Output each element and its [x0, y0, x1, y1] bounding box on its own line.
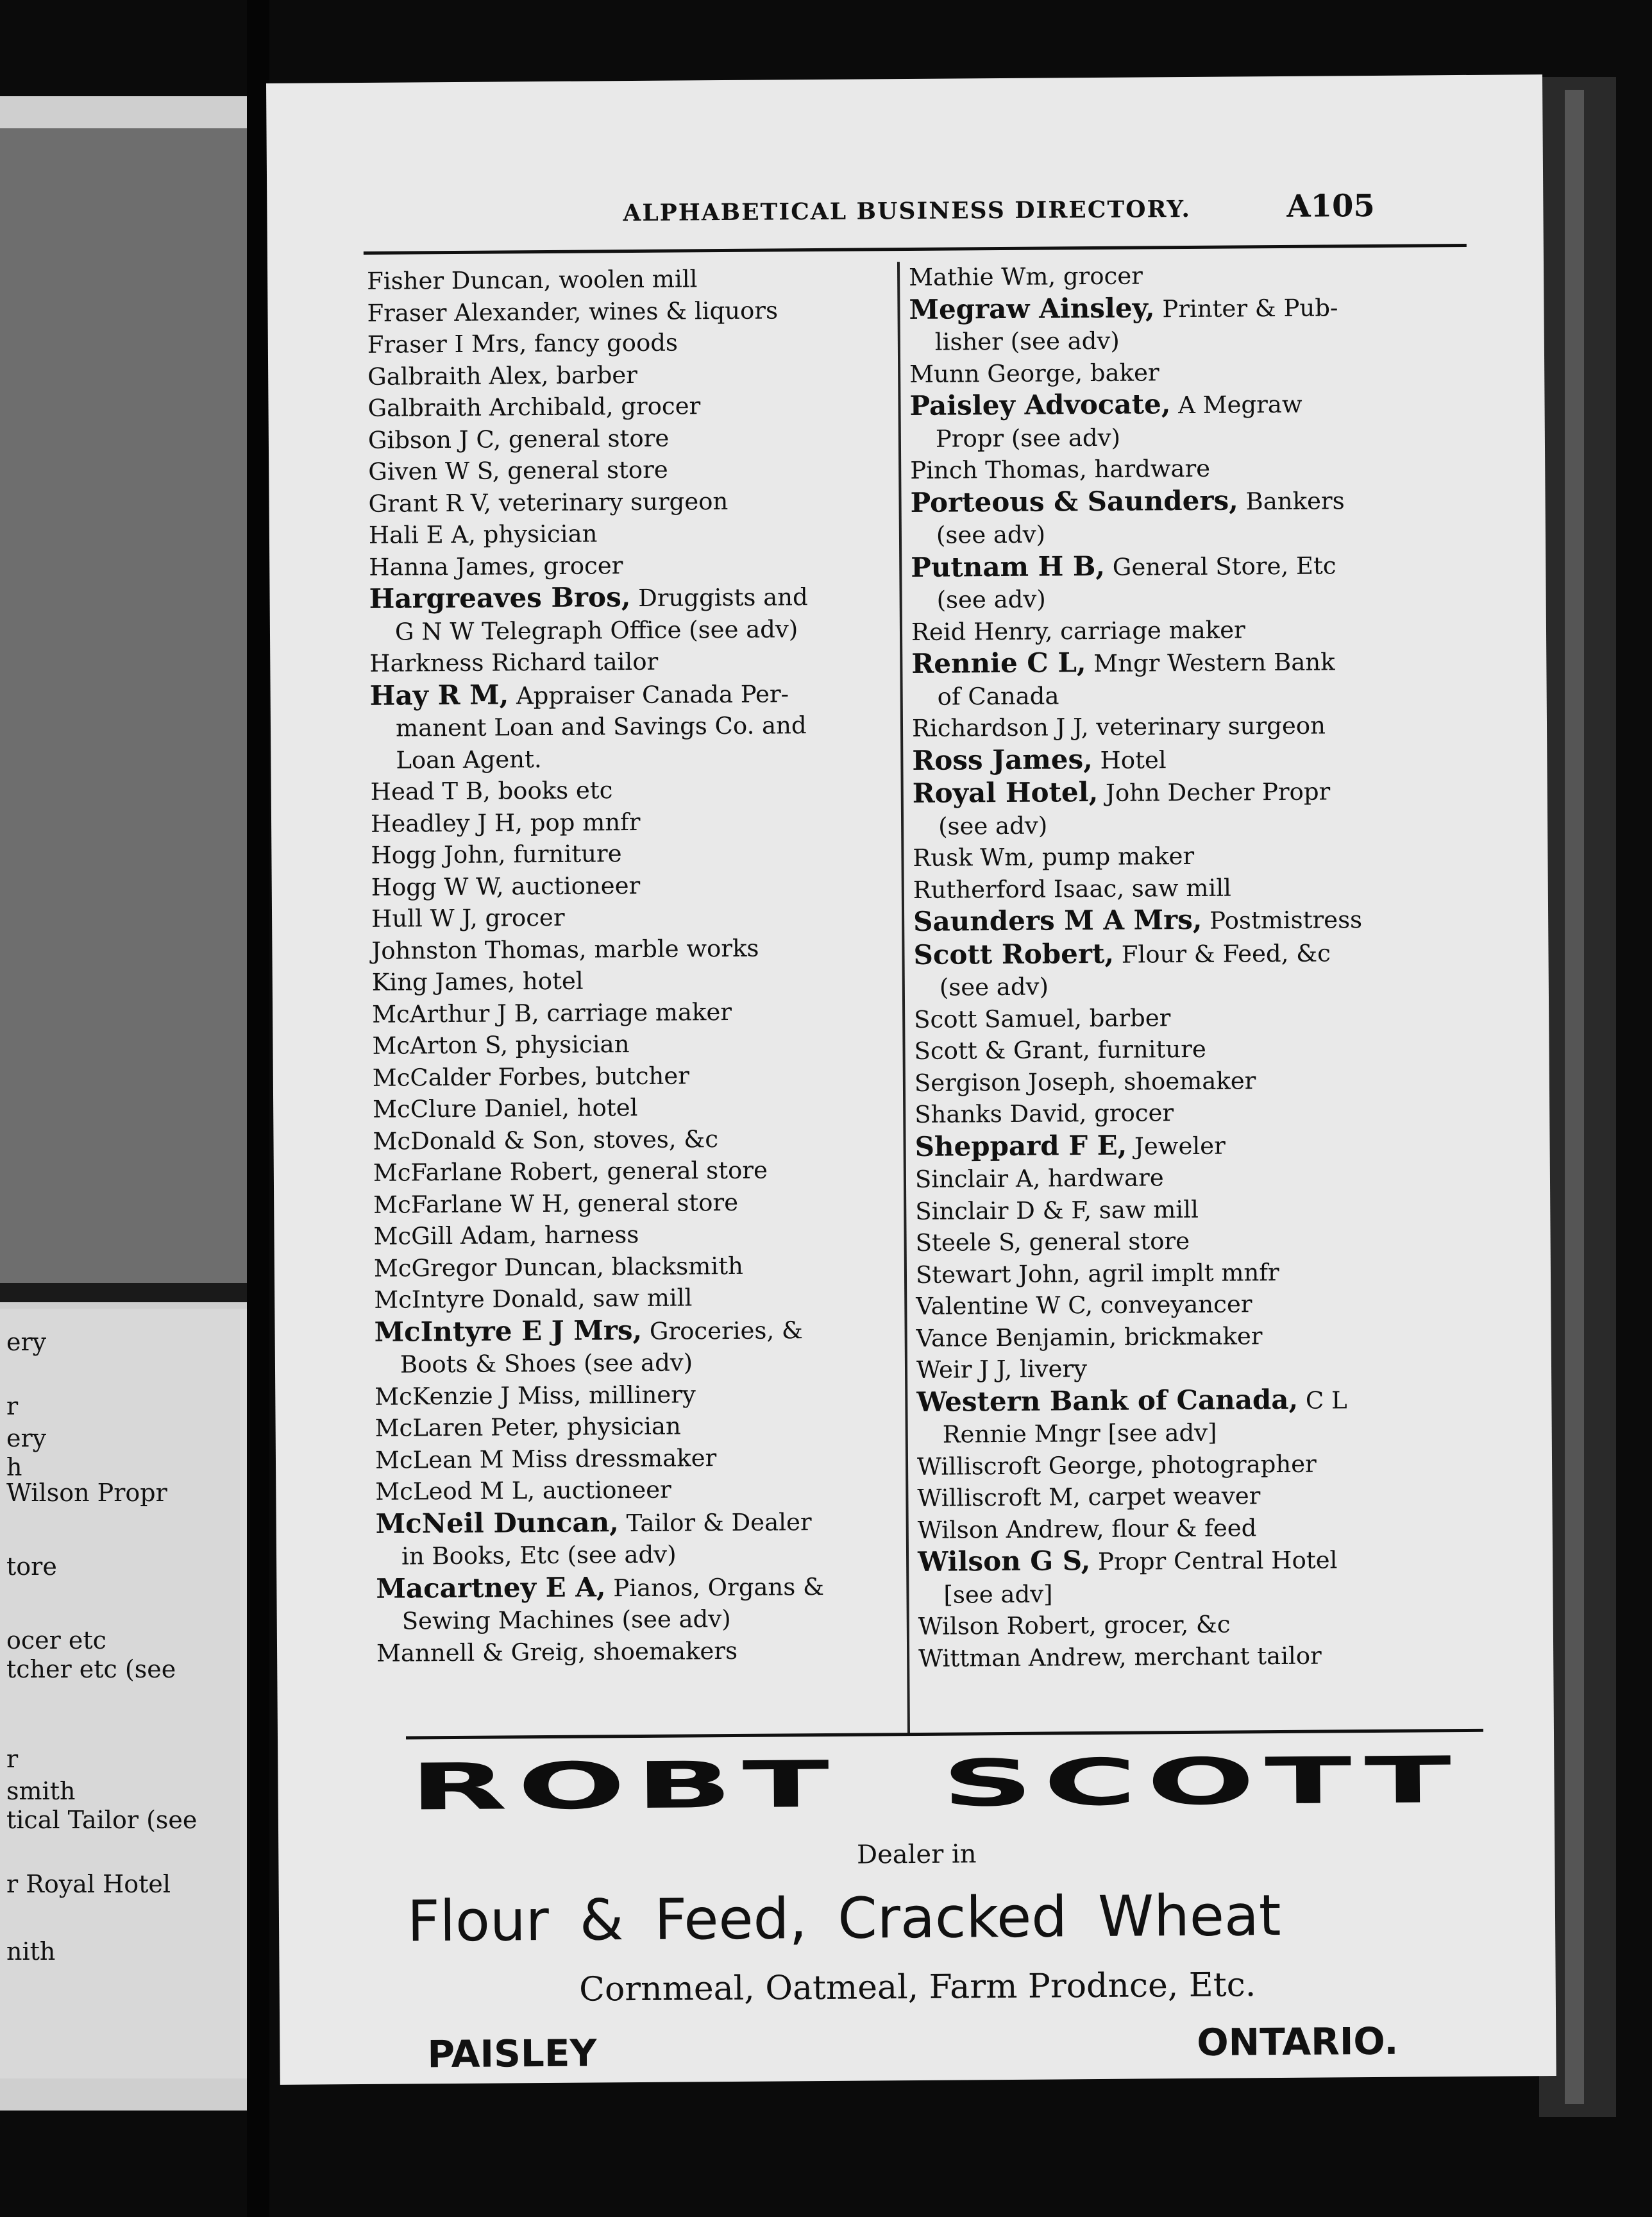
entry-text: Loan Agent.	[396, 745, 542, 774]
directory-entry	[913, 838, 1438, 874]
entry-text: Fisher Duncan, woolen mill	[367, 265, 698, 295]
directory-entry	[368, 484, 894, 520]
entry-text: Grant R V, veterinary surgeon	[368, 487, 729, 518]
header-rule	[364, 244, 1467, 255]
left-page-text	[0, 1309, 247, 2078]
entry-text: manent Loan and Savings Co. and	[395, 711, 807, 742]
entry-text: McIntyre Donald, saw mill	[374, 1284, 693, 1314]
entry-text: Sewing Machines (see adv)	[401, 1605, 731, 1635]
directory-entry	[915, 1192, 1441, 1227]
directory-entry	[369, 644, 895, 679]
left-page-fragment: Wilson Propr	[6, 1479, 167, 1507]
directory-entry	[912, 677, 1438, 713]
directory-entry	[373, 1122, 898, 1157]
entry-text: Groceries, &	[641, 1316, 804, 1345]
directory-entry	[916, 1319, 1442, 1354]
directory-entry	[376, 1504, 902, 1541]
directory-entry	[369, 676, 895, 713]
directory-entry	[371, 836, 897, 871]
directory-entry	[376, 1537, 902, 1572]
entry-business-name: Royal Hotel,	[912, 776, 1099, 809]
entry-text: Harkness Richard tailor	[369, 647, 659, 677]
entry-text: Printer & Pub-	[1154, 293, 1338, 323]
directory-entry	[917, 1415, 1443, 1450]
directory-entry	[917, 1447, 1443, 1482]
directory-entry	[916, 1350, 1442, 1386]
entry-business-name: Megraw Ainsley,	[909, 291, 1155, 325]
directory-entry	[915, 1160, 1441, 1195]
directory-entry	[374, 1249, 900, 1284]
advertisement-rule	[406, 1729, 1483, 1740]
directory-entry	[373, 1153, 899, 1189]
directory-entry	[913, 935, 1439, 972]
directory-entry	[375, 1472, 901, 1508]
entry-text: Jeweler	[1127, 1132, 1226, 1160]
entry-text: Valentine W C, conveyancer	[916, 1290, 1252, 1320]
entry-text: Rennie Mngr [see adv]	[942, 1418, 1217, 1448]
directory-entry	[375, 1441, 901, 1476]
left-page-fragment: tcher etc (see	[6, 1655, 176, 1683]
entry-business-name: McIntyre E J Mrs,	[374, 1314, 643, 1348]
entry-text: Johnston Thomas, marble works	[371, 934, 759, 965]
entry-text: McArton S, physician	[372, 1030, 630, 1060]
directory-entry	[918, 1639, 1444, 1674]
entry-text: Mngr Western Bank	[1086, 648, 1335, 678]
entry-text: McLeod M L, auctioneer	[375, 1475, 671, 1506]
entry-text: Hanna James, grocer	[369, 551, 623, 581]
book-gutter	[247, 0, 269, 2217]
page-header	[267, 187, 1543, 241]
entry-text: Scott Samuel, barber	[914, 1003, 1171, 1033]
directory-entry	[914, 1000, 1440, 1035]
entry-text: McLean M Miss dressmaker	[375, 1443, 717, 1474]
directory-entry	[913, 774, 1438, 810]
advertisement-place: PAISLEY	[427, 2031, 597, 2077]
entry-text: Weir J J, livery	[916, 1355, 1088, 1384]
entry-text: (see adv)	[936, 585, 1046, 614]
directory-entry	[909, 355, 1435, 390]
page-number: A105	[1286, 187, 1376, 225]
directory-column-left	[367, 262, 902, 1669]
directory-entry	[910, 420, 1436, 455]
left-page-fragment: ery	[6, 1328, 47, 1356]
directory-page	[266, 74, 1556, 2085]
advertisement-products-line2: Cornmeal, Oatmeal, Farm Prodnce, Etc.	[578, 1966, 1256, 2009]
entry-text: McLaren Peter, physician	[375, 1412, 681, 1442]
left-page-fragment: r	[6, 1392, 19, 1420]
directory-entry	[367, 294, 893, 329]
entry-business-name: Wilson G S,	[917, 1545, 1091, 1577]
entry-text: Mathie Wm, grocer	[908, 262, 1143, 292]
entry-text: Williscroft George, photographer	[916, 1450, 1317, 1481]
entry-text: Appraiser Canada Per-	[509, 679, 789, 709]
entry-text: Scott & Grant, furniture	[914, 1035, 1206, 1065]
directory-entry	[911, 644, 1437, 681]
entry-text: (see adv)	[936, 520, 1046, 549]
entry-text: Wilson Robert, grocer, &c	[918, 1610, 1231, 1640]
directory-entry	[912, 709, 1438, 744]
directory-entry	[367, 325, 893, 361]
directory-entry	[916, 1287, 1442, 1322]
directory-entry	[909, 290, 1435, 327]
left-page-fragment: r Royal Hotel	[6, 1870, 171, 1898]
directory-entry	[370, 741, 896, 776]
entry-text: Mannell & Greig, shoemakers	[376, 1636, 738, 1667]
entry-business-name: Sheppard F E,	[914, 1129, 1127, 1162]
entry-text: Postmistress	[1202, 906, 1363, 935]
directory-entry	[375, 1345, 900, 1380]
entry-text: Headley J H, pop mnfr	[370, 808, 641, 838]
directory-entry	[371, 868, 897, 903]
entry-text: Druggists and	[630, 583, 808, 613]
entry-text: McArthur J B, carriage maker	[371, 998, 732, 1028]
directory-entry	[367, 389, 893, 424]
entry-business-name: Hay R M,	[369, 678, 509, 711]
entry-text: Bankers	[1238, 486, 1345, 515]
entry-business-name: Paisley Advocate,	[909, 388, 1171, 422]
directory-entry	[910, 451, 1436, 486]
entry-text: Tailor & Dealer	[618, 1508, 812, 1537]
entry-business-name: Macartney E A,	[376, 1570, 606, 1604]
entry-text: Sinclair D & F, saw mill	[915, 1195, 1199, 1225]
page-edge-stack	[1565, 90, 1584, 2104]
directory-entry	[371, 931, 897, 967]
entry-text: Williscroft M, carpet weaver	[917, 1482, 1261, 1512]
entry-business-name: Ross James,	[912, 743, 1093, 776]
directory-entry	[916, 1255, 1442, 1291]
directory-entry	[368, 452, 894, 488]
directory-entry	[909, 258, 1435, 293]
entry-text: King James, hotel	[371, 967, 584, 996]
entry-text: General Store, Etc	[1104, 551, 1336, 581]
entry-text: Munn George, baker	[909, 358, 1159, 388]
directory-entry	[914, 1032, 1440, 1067]
entry-text: Sinclair A, hardware	[914, 1164, 1164, 1193]
directory-entry	[910, 483, 1436, 520]
entry-business-name: Rennie C L,	[911, 647, 1086, 679]
directory-entry	[373, 1217, 899, 1252]
left-page-fragment: ery	[6, 1424, 47, 1452]
directory-entry	[376, 1602, 902, 1637]
directory-entry	[371, 804, 897, 840]
entry-text: Gibson J C, general store	[367, 424, 670, 454]
directory-entry	[371, 772, 897, 808]
entry-text: lisher (see adv)	[934, 327, 1120, 356]
entry-text: Head T B, books etc	[370, 776, 613, 806]
entry-business-name: Scott Robert,	[913, 937, 1115, 971]
directory-entry	[372, 1026, 898, 1062]
entry-text: [see adv]	[943, 1579, 1053, 1609]
directory-entry	[918, 1511, 1444, 1546]
directory-entry	[914, 1064, 1440, 1099]
left-page-fragment: smith	[6, 1777, 76, 1805]
directory-entry	[913, 871, 1439, 906]
left-page-fragment: nith	[6, 1937, 56, 1966]
entry-text: McCalder Forbes, butcher	[372, 1061, 690, 1092]
directory-entry	[913, 807, 1438, 842]
directory-entry	[909, 323, 1435, 358]
entry-text: Fraser I Mrs, fancy goods	[367, 328, 678, 359]
directory-entry	[369, 548, 895, 583]
directory-entry	[914, 968, 1440, 1003]
directory-entry	[909, 386, 1435, 423]
entry-text: McKenzie J Miss, millinery	[375, 1380, 696, 1411]
directory-entry	[911, 516, 1437, 551]
left-page-fragment: tore	[6, 1552, 57, 1581]
entry-text: Shanks David, grocer	[914, 1099, 1174, 1128]
directory-entry	[374, 1312, 900, 1349]
directory-entry	[367, 357, 893, 393]
directory-entry	[373, 1185, 899, 1221]
directory-entry	[368, 421, 894, 456]
directory-entry	[373, 1058, 898, 1094]
entry-text: Rusk Wm, pump maker	[913, 842, 1195, 872]
entry-text: Richardson J J, veterinary surgeon	[911, 711, 1326, 742]
directory-entry	[917, 1479, 1443, 1514]
entry-text: (see adv)	[938, 811, 1048, 840]
directory-entry	[369, 516, 895, 551]
directory-entry	[375, 1377, 900, 1413]
entry-text: McDonald & Son, stoves, &c	[373, 1125, 719, 1155]
directory-entry	[918, 1607, 1444, 1642]
advertisement-name	[409, 1743, 1487, 1834]
directory-entry	[371, 899, 897, 935]
entry-text: John Decher Propr	[1098, 777, 1331, 807]
left-page-fragment: r	[6, 1745, 19, 1773]
entry-text: of Canada	[937, 681, 1059, 711]
entry-text: Rutherford Isaac, saw mill	[913, 874, 1232, 904]
entry-text: Wilson Andrew, flour & feed	[917, 1513, 1257, 1544]
left-page-shadow	[0, 128, 263, 1283]
entry-text: Galbraith Alex, barber	[367, 361, 638, 391]
entry-text: Vance Benjamin, brickmaker	[916, 1321, 1263, 1352]
entry-text: McFarlane Robert, general store	[373, 1156, 768, 1187]
directory-entry	[915, 1223, 1441, 1259]
entry-business-name: Saunders M A Mrs,	[913, 903, 1202, 937]
directory-entry	[375, 1409, 900, 1444]
directory-entry	[369, 579, 895, 616]
directory-entry	[372, 995, 898, 1030]
entry-text: Galbraith Archibald, grocer	[367, 392, 701, 422]
directory-entry	[916, 1382, 1442, 1419]
entry-business-name: Hargreaves Bros,	[369, 581, 631, 615]
directory-entry	[367, 262, 893, 297]
entry-text: McGill Adam, harness	[373, 1220, 639, 1250]
entry-text: Steele S, general store	[915, 1227, 1190, 1257]
directory-entry	[374, 1280, 900, 1316]
entry-text: G N W Telegraph Office (see adv)	[394, 615, 798, 646]
left-page-fragment: tical Tailor (see	[6, 1806, 198, 1834]
entry-text: Hali E A, physician	[368, 520, 598, 549]
directory-entry	[369, 613, 895, 648]
entry-text: Propr (see adv)	[935, 423, 1121, 453]
entry-text: Hotel	[1092, 745, 1167, 774]
entry-text: Sergison Joseph, shoemaker	[914, 1066, 1256, 1097]
entry-text: in Books, Etc (see adv)	[401, 1540, 677, 1570]
advertisement-dealer-label: Dealer in	[856, 1839, 977, 1870]
entry-business-name: Putnam H B,	[911, 550, 1106, 583]
entry-text: Boots & Shoes (see adv)	[400, 1348, 693, 1379]
entry-text: Flour & Feed, &c	[1113, 939, 1331, 969]
directory-entry	[372, 963, 898, 998]
entry-text: Stewart John, agril implt mnfr	[915, 1258, 1279, 1289]
entry-business-name: Western Bank of Canada,	[916, 1383, 1299, 1418]
page-title: ALPHABETICAL BUSINESS DIRECTORY.	[623, 195, 1192, 227]
directory-entry	[912, 741, 1438, 777]
directory-entry	[911, 548, 1437, 584]
entry-text: Hogg W W, auctioneer	[371, 871, 641, 901]
directory-entry	[370, 709, 896, 744]
entry-text: Reid Henry, carriage maker	[911, 615, 1245, 646]
entry-business-name: Porteous & Saunders,	[910, 484, 1238, 518]
advertisement-products-line1: Flour & Feed, Cracked Wheat	[407, 1882, 1281, 1955]
entry-text: C L	[1298, 1386, 1347, 1414]
directory-entry	[376, 1569, 902, 1606]
entry-business-name: McNeil Duncan,	[375, 1506, 619, 1540]
entry-text: McGregor Duncan, blacksmith	[373, 1252, 743, 1282]
directory-entry	[918, 1576, 1444, 1611]
directory-entry	[913, 902, 1439, 939]
entry-text: Pinch Thomas, hardware	[910, 454, 1211, 485]
advertisement-name-first: ROBT	[409, 1747, 839, 1825]
entry-text: McFarlane W H, general store	[373, 1188, 739, 1219]
entry-text: Wittman Andrew, merchant tailor	[918, 1642, 1322, 1672]
entry-text: Given W S, general store	[368, 455, 668, 486]
directory-entry	[918, 1542, 1444, 1579]
entry-text: Propr Central Hotel	[1090, 1546, 1338, 1576]
entry-text: Pianos, Organs &	[605, 1572, 825, 1602]
directory-entry	[376, 1634, 902, 1669]
left-page-fragment: h	[6, 1453, 22, 1481]
advertisement-province: ONTARIO.	[1197, 2019, 1399, 2064]
left-page-fragment: ocer etc	[6, 1626, 106, 1654]
advertisement-name-last: SCOTT	[941, 1743, 1462, 1821]
entry-text: A Megraw	[1170, 390, 1302, 420]
directory-column-right	[909, 258, 1444, 1674]
entry-text: Fraser Alexander, wines & liquors	[367, 296, 779, 327]
entry-text: (see adv)	[939, 973, 1049, 1001]
directory-entry	[911, 613, 1437, 648]
left-page-fold	[0, 1283, 257, 1302]
entry-text: McClure Daniel, hotel	[373, 1093, 638, 1123]
directory-entry	[914, 1095, 1440, 1130]
directory-entry	[911, 581, 1437, 616]
directory-entry	[914, 1127, 1440, 1164]
entry-text: Hull W J, grocer	[371, 903, 565, 933]
entry-text: Hogg John, furniture	[371, 840, 622, 869]
directory-entry	[373, 1090, 898, 1125]
